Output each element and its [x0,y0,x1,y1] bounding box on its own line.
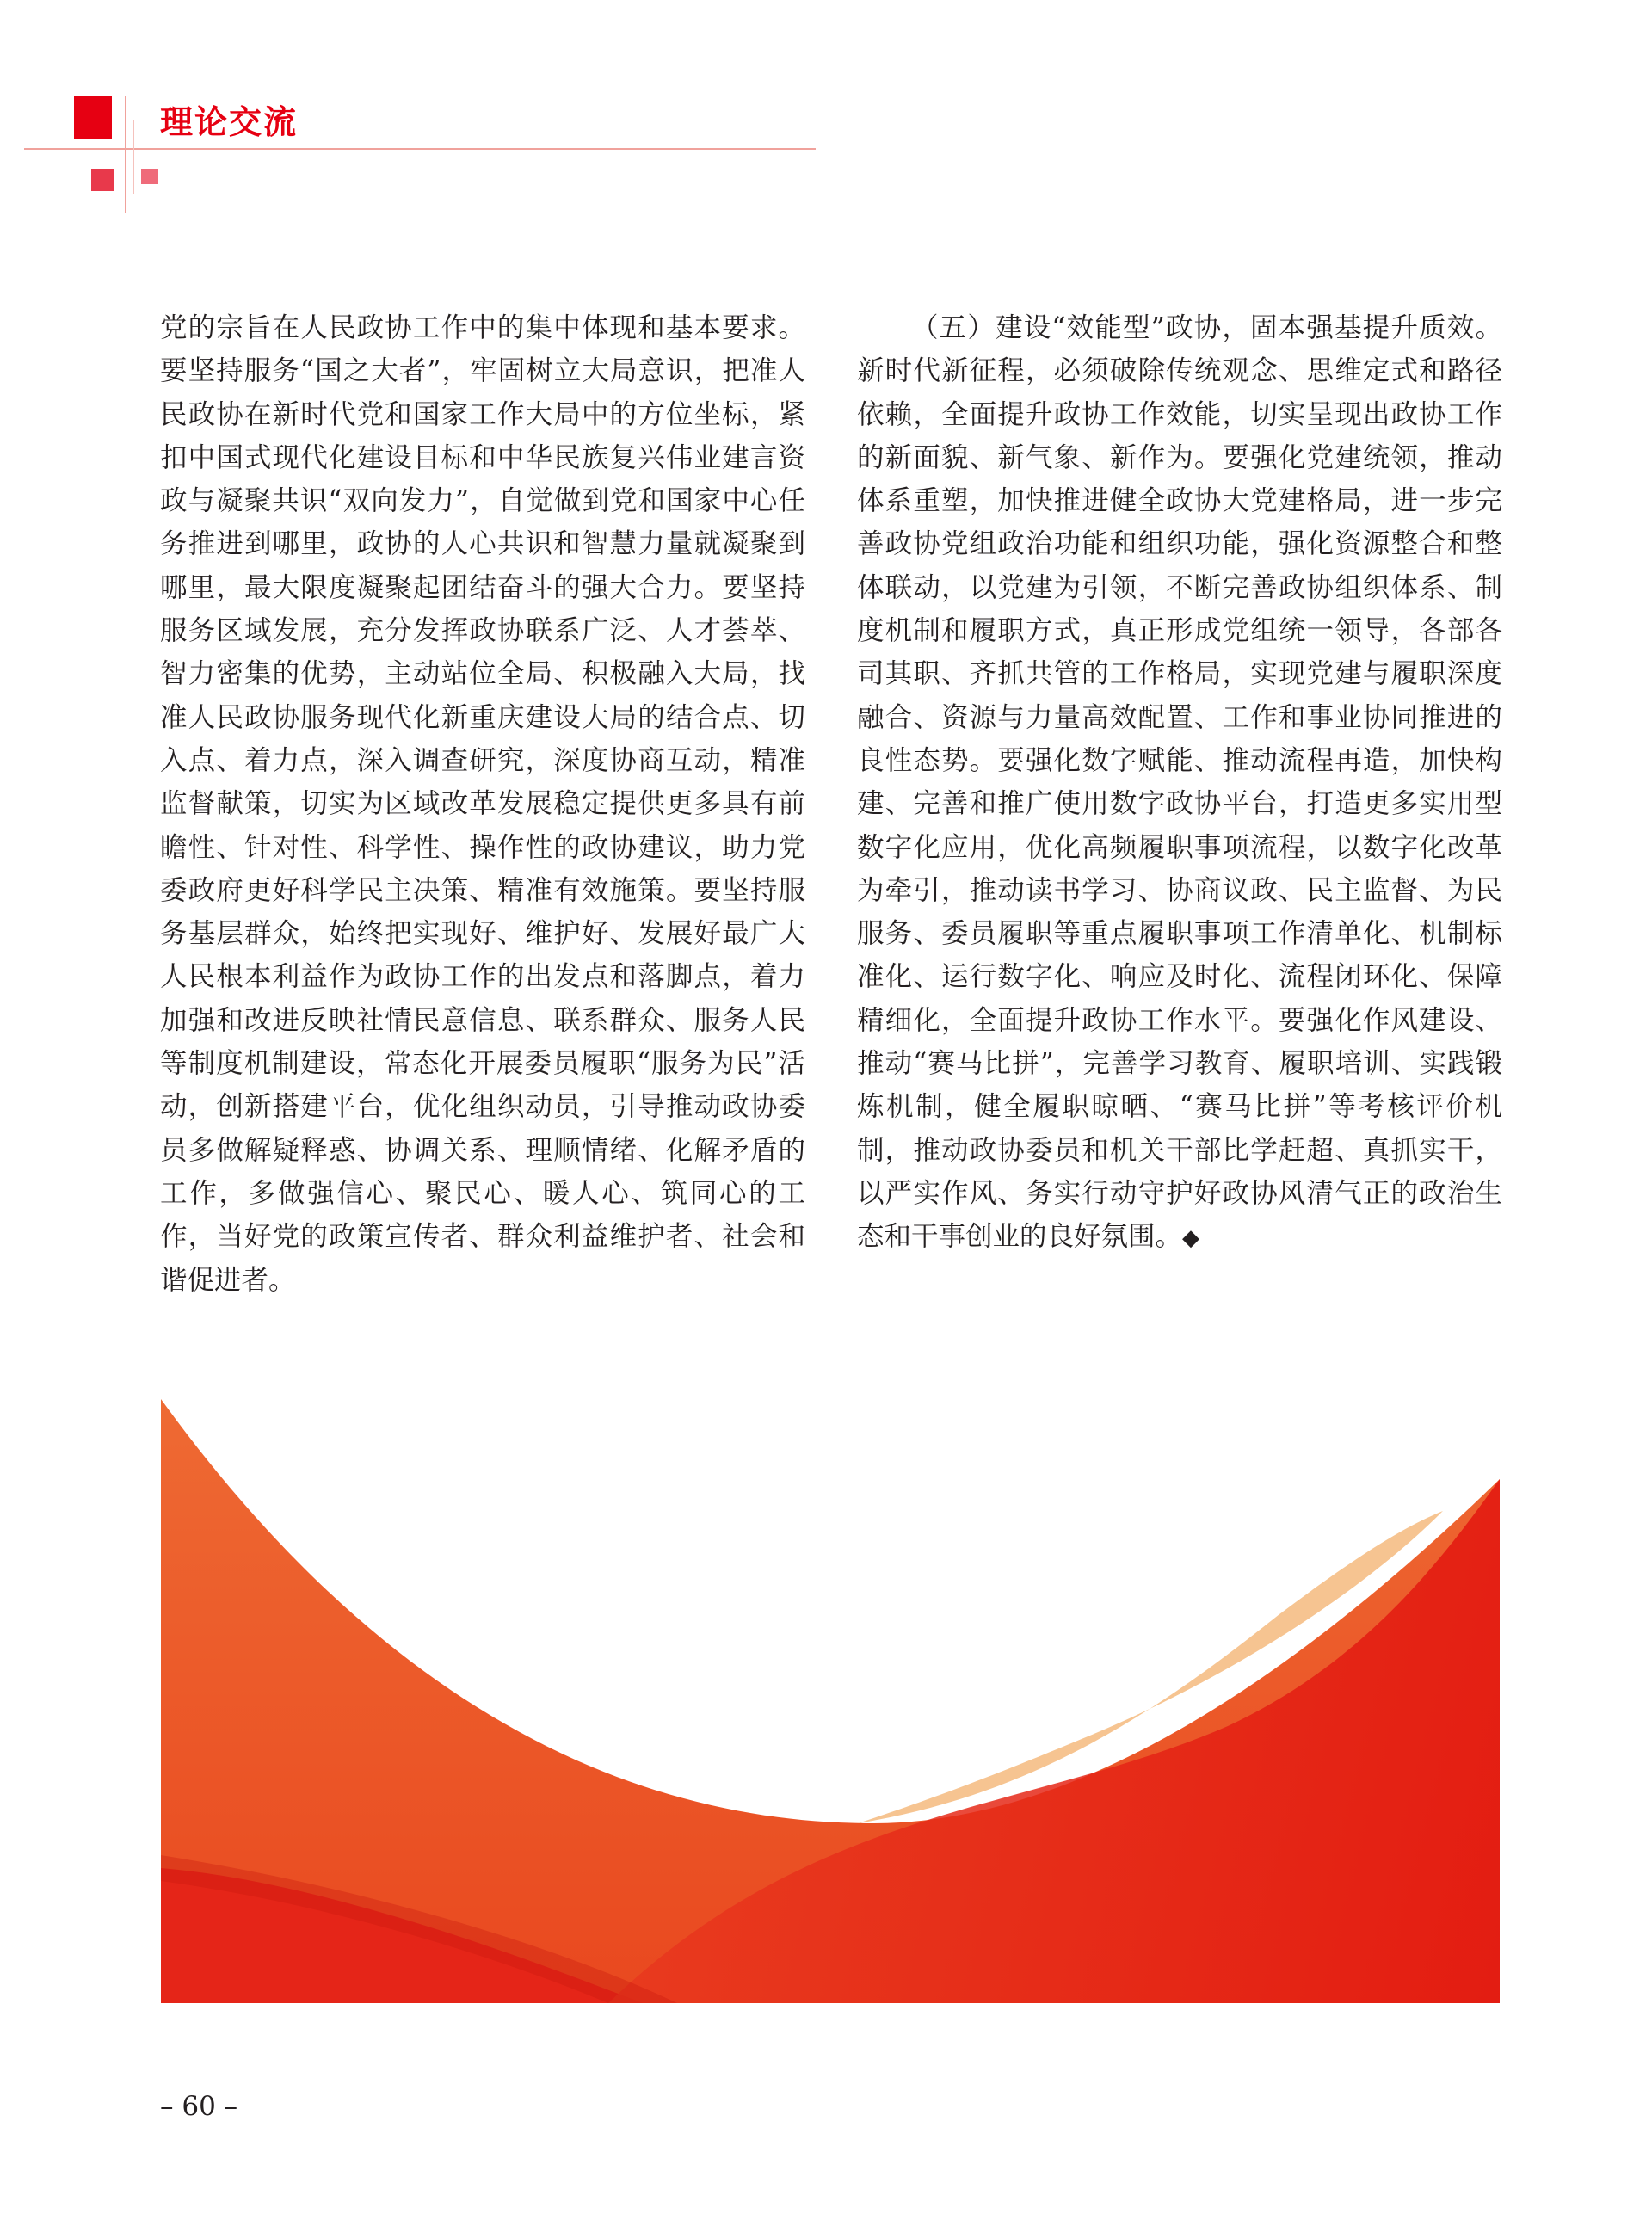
left-text-column [160,306,805,1302]
section-title: 理论交流 [160,103,299,141]
decorative-wave-graphic [161,1399,1500,2003]
header-vertical-rule [125,96,126,213]
header-vertical-rule-secondary [133,120,134,194]
end-mark-icon: ◆ [1182,1225,1200,1252]
header-rule [24,148,816,150]
header-small-square-light [141,169,158,184]
right-text-column [857,306,1502,1261]
header-small-square [91,169,114,191]
page-number: – 60 – [160,2091,238,2122]
left-paragraph: 党的宗旨在人民政协工作中的集中体现和基本要求。要坚持服务“国之大者”，牢固树立大局意识，把准人民政协在新时代党和国家工作大局中的方位坐标，紧扣中国式现代化建设目标和中华民族复兴伟业建言资政与凝聚共识“双向发力”，自觉做到党和国家中心任务推进到哪里，政协的人心共识和智慧力量就凝聚到哪里，最大限度凝聚起团结奋斗的强大合力。要坚持服务区域发展，充分发挥政协联系广泛、人才荟萃、智力密集的优势，主动站位全局、积极融入大局，找准人民政协服务现代化新重庆建设大局的结合点、切入点、着力点，深入调查研究，深度协商互动，精准监督献策，切实为区域改革发展稳定提供更多具有前瞻性、针对性、科学性、操作性的政协建议，助力党委政府更好科学民主决策、精准有效施策。要坚持服务基层群众，始终把实现好、维护好、发展好最广大人民根本利益作为政协工作的出发点和落脚点，着力加强和改进反映社情民意信息、联系群众、服务人民等制度机制建设，常态化开展委员履职“服务为民”活动，创新搭建平台，优化组织动员，引导推动政协委员多做解疑释惑、协调关系、理顺情绪、化解矛盾的工作，多做强信心、聚民心、暖人心、筑同心的工作，当好党的政策宣传者、群众利益维护者、社会和谐促进者。 [160,312,805,1296]
header-red-square [74,96,112,139]
right-paragraph [857,306,1502,1261]
right-paragraph-text: （五）建设“效能型”政协，固本强基提升质效。新时代新征程，必须破除传统观念、思维定式和路径依赖，全面提升政协工作效能，切实呈现出政协工作的新面貌、新气象、新作为。要强化党建统领，推动体系重塑，加快推进健全政协大党建格局，进一步完善政协党组政治功能和组织功能，强化资源整合和整体联动，以党建为引领，不断完善政协组织体系、制度机制和履职方式，真正形成党组统一领导，各部各司其职、齐抓共管的工作格局，实现党建与履职深度融合、资源与力量高效配置、工作和事业协同推进的良性态势。要强化数字赋能、推动流程再造，加快构建、完善和推广使用数字政协平台，打造更多实用型数字化应用，优化高频履职事项流程，以数字化改革为牵引，推动读书学习、协商议政、民主监督、为民服务、委员履职等重点履职事项工作清单化、机制标准化、运行数字化、响应及时化、流程闭环化、保障精细化，全面提升政协工作水平。要强化作风建设、推动“赛马比拼”，完善学习教育、履职培训、实践锻炼机制，健全履职晾晒、“赛马比拼”等考核评价机制，推动政协委员和机关干部比学赶超、真抓实干，以严实作风、务实行动守护好政协风清气正的政治生态和干事创业的良好氛围。 [857,312,1502,1253]
